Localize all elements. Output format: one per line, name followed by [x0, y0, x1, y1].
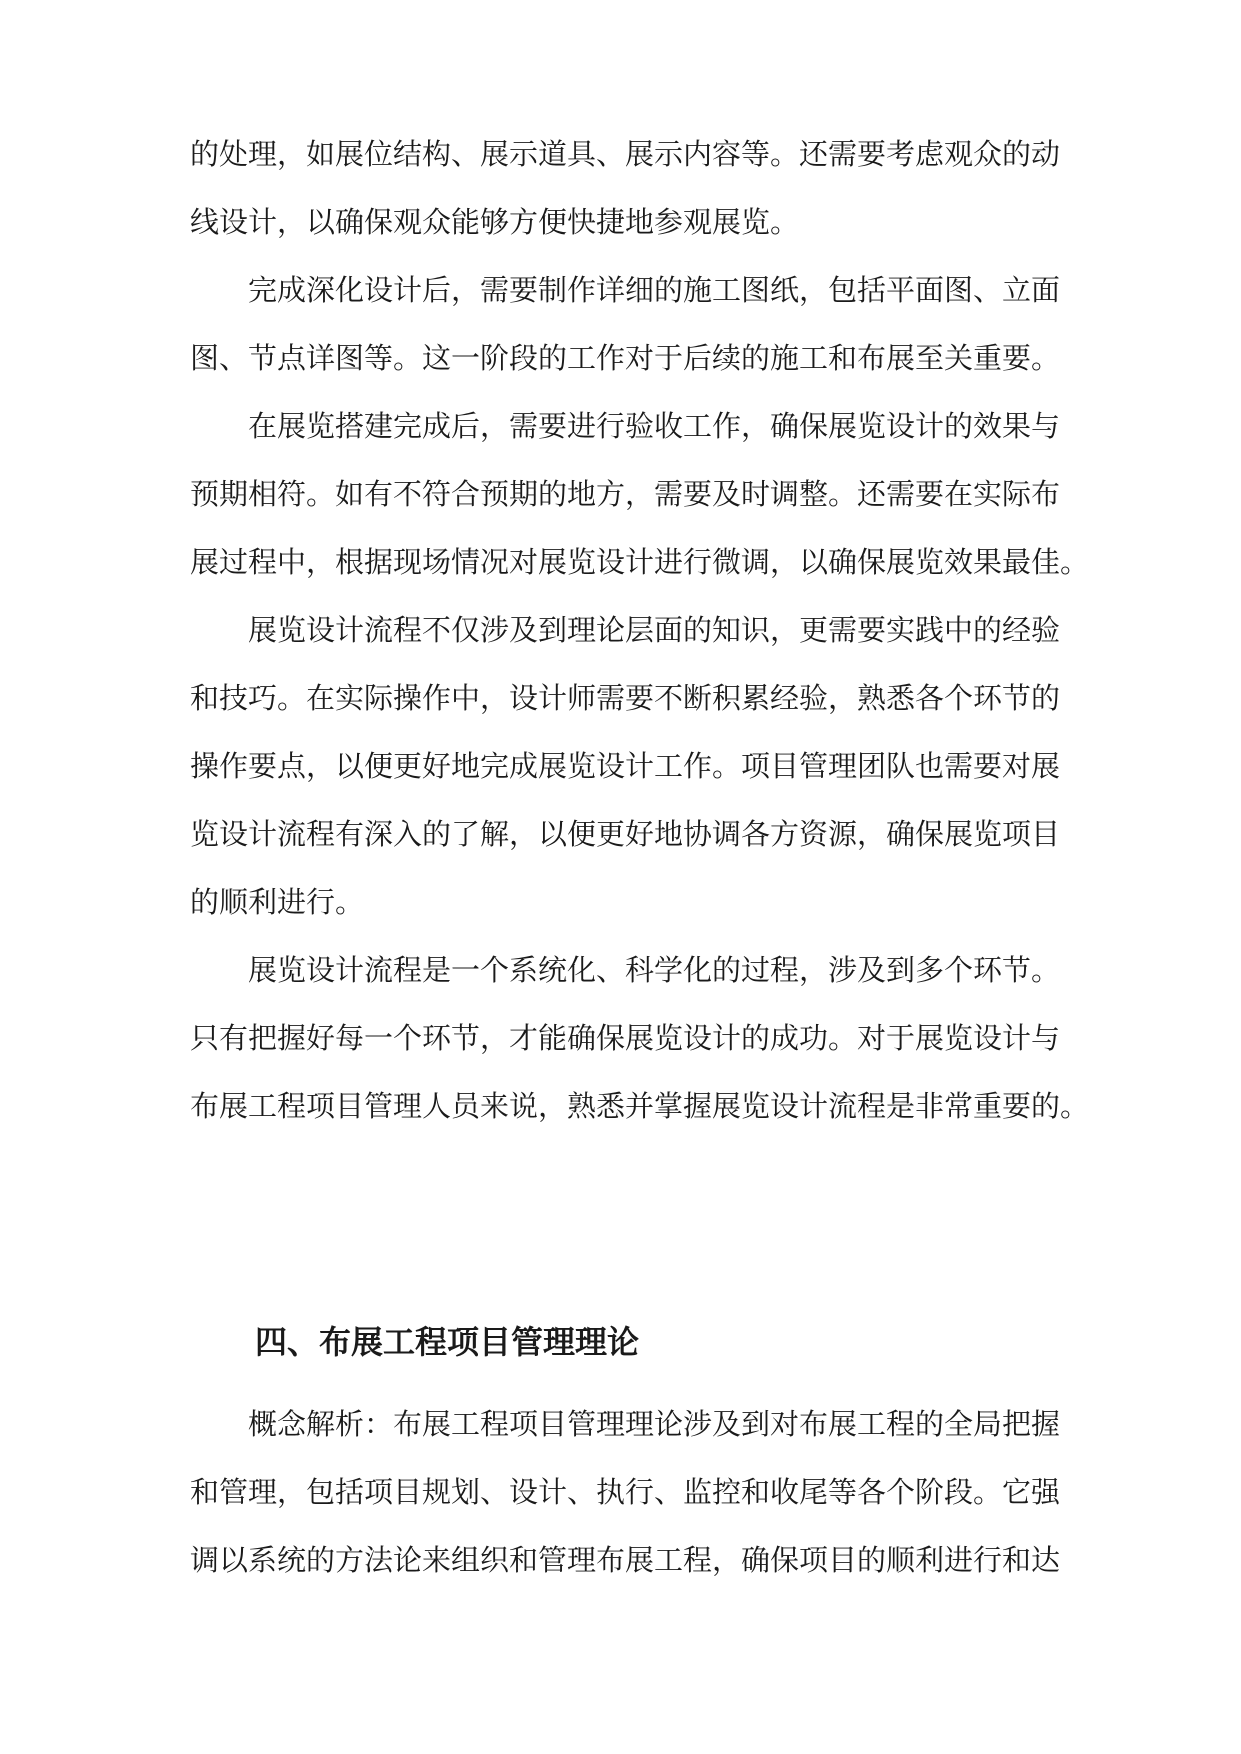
paragraph-line: 的处理，如展位结构、展示道具、展示内容等。还需要考虑观众的动	[190, 137, 1061, 171]
paragraph-line: 预期相符。如有不符合预期的地方，需要及时调整。还需要在实际布	[190, 477, 1061, 511]
paragraph-line: 的顺利进行。	[190, 885, 365, 919]
paragraph-line: 和技巧。在实际操作中，设计师需要不断积累经验，熟悉各个环节的	[190, 681, 1061, 715]
paragraph-line: 调以系统的方法论来组织和管理布展工程，确保项目的顺利进行和达	[190, 1543, 1061, 1577]
paragraph-line: 在展览搭建完成后，需要进行验收工作，确保展览设计的效果与	[248, 409, 1061, 443]
section-heading: 四、布展工程项目管理理论	[255, 1323, 640, 1361]
paragraph-line: 和管理，包括项目规划、设计、执行、监控和收尾等各个阶段。它强	[190, 1475, 1061, 1509]
paragraph-line: 完成深化设计后，需要制作详细的施工图纸，包括平面图、立面	[248, 273, 1061, 307]
paragraph-line: 操作要点，以便更好地完成展览设计工作。项目管理团队也需要对展	[190, 749, 1061, 783]
paragraph-line: 布展工程项目管理人员来说，熟悉并掌握展览设计流程是非常重要的。	[190, 1089, 1090, 1123]
paragraph-line: 概念解析：布展工程项目管理理论涉及到对布展工程的全局把握	[248, 1407, 1061, 1441]
paragraph-line: 展过程中，根据现场情况对展览设计进行微调，以确保展览效果最佳。	[190, 545, 1090, 579]
paragraph-line: 展览设计流程是一个系统化、科学化的过程，涉及到多个环节。	[248, 953, 1061, 987]
paragraph-line: 图、节点详图等。这一阶段的工作对于后续的施工和布展至关重要。	[190, 341, 1061, 375]
paragraph-line: 只有把握好每一个环节，才能确保展览设计的成功。对于展览设计与	[190, 1021, 1061, 1055]
paragraph-line: 线设计，以确保观众能够方便快捷地参观展览。	[190, 205, 800, 239]
paragraph-line: 展览设计流程不仅涉及到理论层面的知识，更需要实践中的经验	[248, 613, 1061, 647]
paragraph-line: 览设计流程有深入的了解，以便更好地协调各方资源，确保展览项目	[190, 817, 1061, 851]
